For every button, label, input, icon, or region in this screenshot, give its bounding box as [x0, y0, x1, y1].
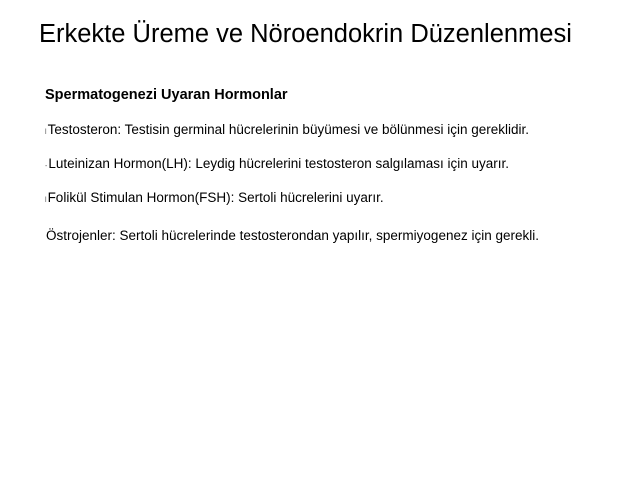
bullet-marker: - — [45, 163, 48, 170]
bullet-text: Luteinizan Hormon(LH): Leydig hücrelerini testosteron salgılaması için uyarır. — [48, 156, 510, 171]
bullet-marker: l — [45, 197, 47, 204]
bullet-text: Testosteron: Testisin germinal hücrelerinin büyümesi ve bölünmesi için gereklidir. — [47, 122, 530, 137]
slide-title: Erkekte Üreme ve Nöroendokrin Düzenlenmesi — [39, 20, 572, 48]
section-heading: Spermatogenezi Uyaran Hormonlar — [45, 87, 288, 103]
bullet-text: Folikül Stimulan Hormon(FSH): Sertoli hücrelerini uyarır. — [47, 190, 384, 205]
bullet-testosterone — [45, 120, 565, 143]
bullet-text: Östrojenler: Sertoli hücrelerinde testosterondan yapılır, spermiyogenez için gerekli. — [46, 228, 539, 243]
bullet-fsh — [45, 188, 565, 211]
bullet-lh — [45, 154, 565, 177]
bullet-marker: l — [45, 129, 47, 136]
bullet-estrogens — [45, 226, 545, 246]
